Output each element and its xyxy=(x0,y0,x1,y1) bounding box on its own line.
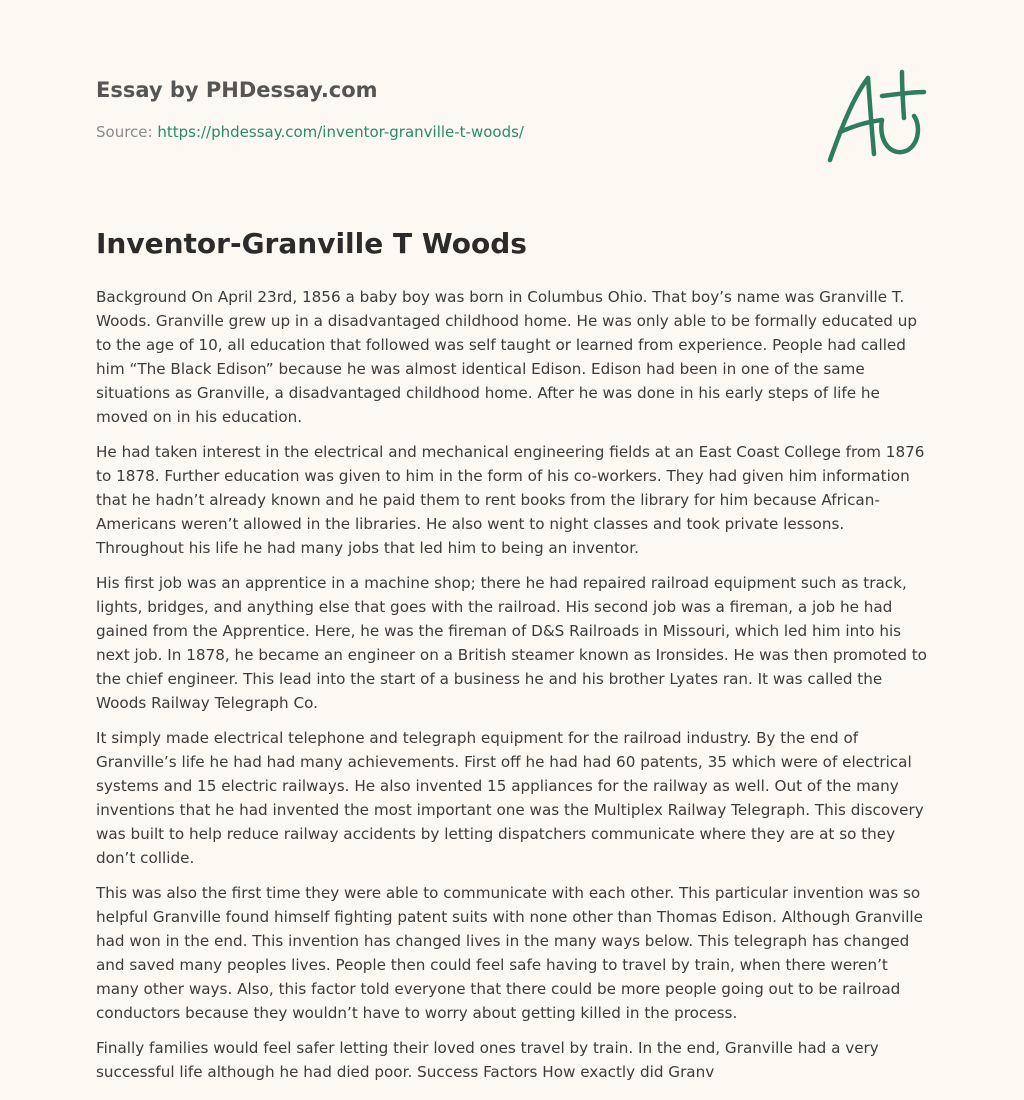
essay-paragraph: Background On April 23rd, 1856 a baby boy was born in Columbus Ohio. That boy’s name was Granville T. Woods. Granville grew up in a disadvantaged childhood home. He was only able to be formally educated up to the age of 10, all education that followed was self taught or learned from experience. People had called him “The Black Edison” because he was almost identical Edison. Edison had been in one of the same situations as Granville, a disadvantaged childhood home. After he was done in his early steps of life he moved on in his education. xyxy=(96,288,918,426)
site-brand: Essay by PHDessay.com xyxy=(96,78,378,102)
source-label: Source: xyxy=(96,123,158,141)
source-line xyxy=(96,122,928,142)
source-link[interactable]: https://phdessay.com/inventor-granville-t-woods/ xyxy=(157,123,524,141)
essay-paragraph: His first job was an apprentice in a machine shop; there he had repaired railroad equipment such as track, lights, bridges, and anything else that goes with the railroad. His second job was a fireman, a job he had gained from the Apprentice. Here, he was the fireman of D&S Railroads in Missouri, which led him into his next job. In 1878, he became an engineer on a British steamer known as Ironsides. He was then promoted to the chief engineer. This lead into the start of a business he and his brother Lyates ran. It was called the Woods Railway Telegraph Co. xyxy=(96,574,927,712)
a-plus-logo xyxy=(820,66,930,166)
essay-title: Inventor-Granville T Woods xyxy=(96,227,527,260)
essay-paragraph: He had taken interest in the electrical and mechanical engineering fields at an East Coast College from 1876 to 1878. Further education was given to him in the form of his co-workers. They had given him information that he hadn’t already known and he paid them to rent books from the library for him because African-Americans weren’t allowed in the libraries. He also went to night classes and took private lessons. Throughout his life he had many jobs that led him to being an inventor. xyxy=(96,443,925,557)
essay-paragraph: This was also the first time they were able to communicate with each other. This particular invention was so helpful Granville found himself fighting patent suits with none other than Thomas Edison. Although Granville had won in the end. This invention has changed lives in the many ways below. This telegraph has changed and saved many peoples lives. People then could feel safe having to travel by train, when there weren’t many other ways. Also, this factor told everyone that there could be more people going out to be railroad conductors because they wouldn’t have to worry about getting killed in the process. xyxy=(96,884,923,1022)
essay-paragraph: It simply made electrical telephone and telegraph equipment for the railroad industry. By the end of Granville’s life he had had many achievements. First off he had had 60 patents, 35 which were of electrical systems and 15 electric railways. He also invented 15 appliances for the railway as well. Out of the many inventions that he had invented the most important one was the Multiplex Railway Telegraph. This discovery was built to help reduce railway accidents by letting dispatchers communicate where they are at so they don’t collide. xyxy=(96,729,924,867)
essay-paragraph: Finally families would feel safer letting their loved ones travel by train. In the end, Granville had a very successful life although he had died poor. Success Factors How exactly did Granv xyxy=(96,1039,879,1081)
essay-body xyxy=(96,285,932,1095)
page-header xyxy=(96,76,928,142)
